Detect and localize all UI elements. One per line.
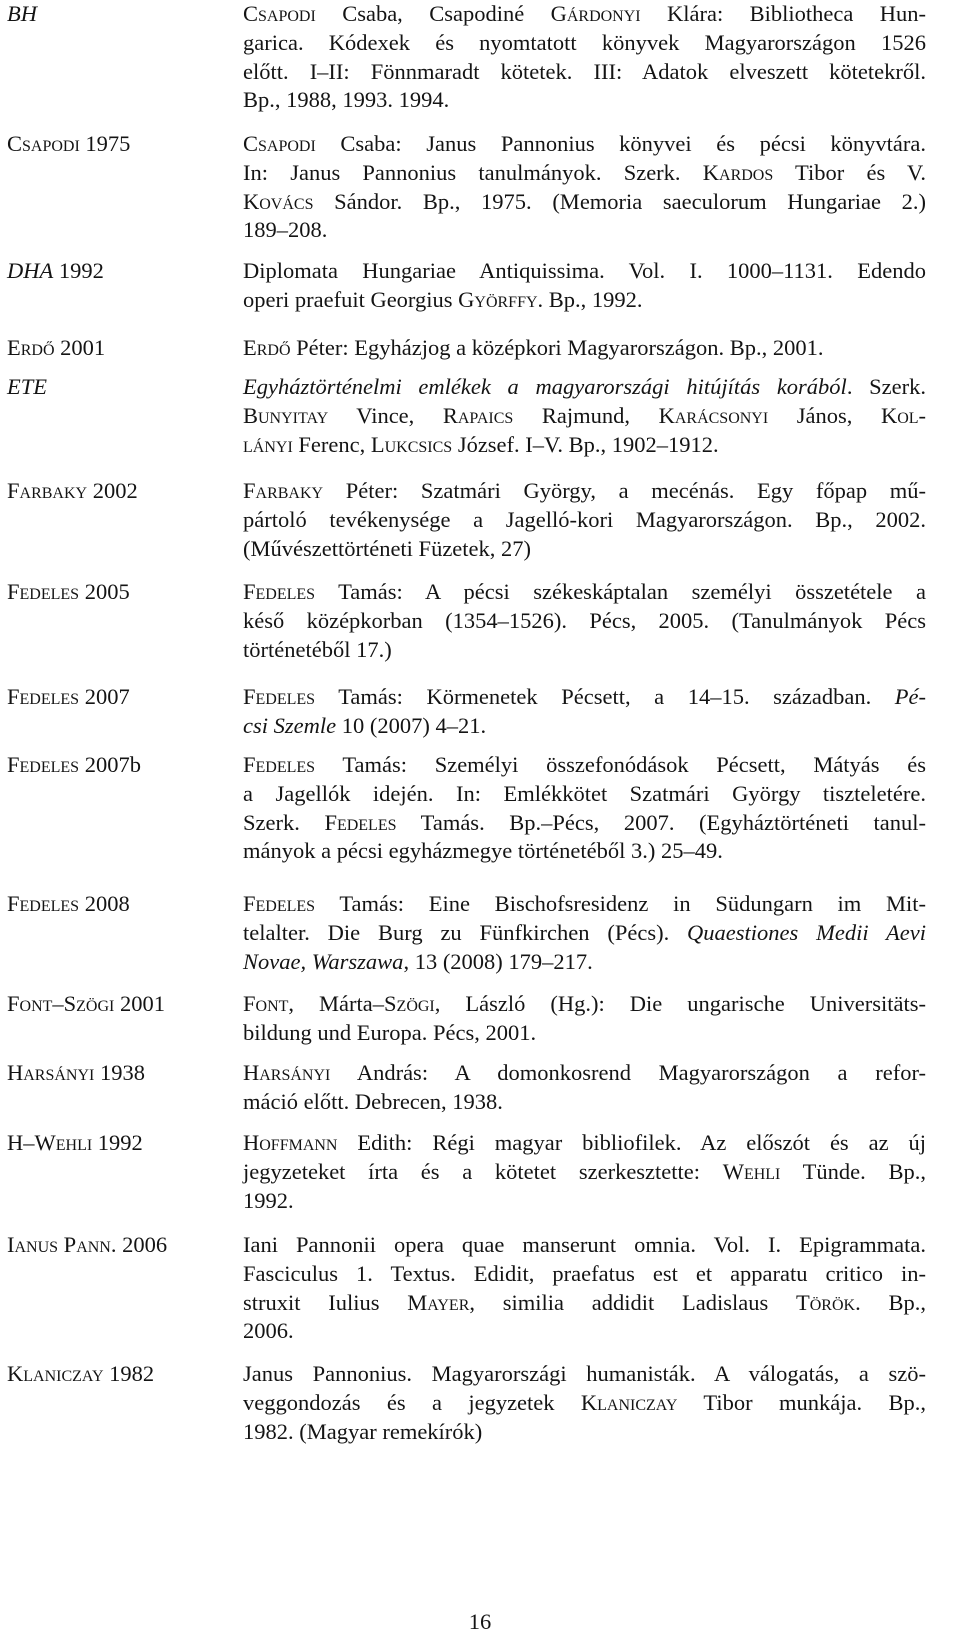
reference-line xyxy=(243,1418,926,1447)
text-run: Fedeles xyxy=(243,891,316,916)
reference-line xyxy=(243,1389,926,1418)
text-run: Rapaics xyxy=(442,402,514,428)
reference-line xyxy=(243,373,926,402)
text-run: pártoló tevékenysége a Jagelló-kori Magyarországon. Bp., 2002. xyxy=(243,506,926,532)
reference-line xyxy=(243,683,926,712)
reference-text xyxy=(243,1231,926,1346)
reference-text xyxy=(243,477,926,563)
text-run: garica. Kódexek és nyomtatott könyvek Magyarországon 1526 xyxy=(243,29,926,55)
text-run: , similia addidit Ladislaus xyxy=(469,1289,796,1315)
reference-line xyxy=(243,1360,926,1389)
text-run: késő középkorban (1354–1526). Pécs, 2005. (Tanulmányok Pécs xyxy=(243,607,926,633)
text-run: Kol- xyxy=(880,402,927,428)
text-run: 2002 xyxy=(87,478,138,503)
reference-line xyxy=(243,837,926,866)
text-run: , 13 (2008) 179–217. xyxy=(403,948,593,974)
reference-line xyxy=(243,216,926,245)
reference-line xyxy=(243,29,926,58)
text-run: operi praefuit Georgius xyxy=(243,286,459,312)
text-run: János, xyxy=(768,402,881,428)
text-run: Péter: Egyházjog a középkori Magyarországon. Bp., 2001. xyxy=(290,335,824,360)
text-run: Farbaky xyxy=(7,478,88,503)
text-run: Mayer xyxy=(407,1289,470,1315)
text-run: Kardos xyxy=(702,159,774,185)
reference-line xyxy=(243,1019,926,1048)
text-run: Péter: Szatmári György, a mecénás. Egy főpap mű- xyxy=(323,478,926,503)
text-run: Ferenc, xyxy=(292,431,371,457)
reference-text xyxy=(243,334,926,363)
text-run: Csaba, Csapodiné xyxy=(315,1,551,26)
text-run: Tamás: Személyi összefonódások Pécsett, Mátyás és xyxy=(315,752,926,777)
reference-line xyxy=(243,1059,926,1088)
text-run: jegyzeteket írta és a kötetet szerkesztette: xyxy=(243,1158,723,1184)
reference-line xyxy=(243,1231,926,1260)
reference-line xyxy=(243,607,926,636)
text-run: , Márta– xyxy=(288,991,385,1016)
reference-line xyxy=(243,890,926,919)
reference-line xyxy=(243,402,926,431)
text-run: 2006 xyxy=(116,1232,168,1257)
text-run: máció előtt. Debrecen, 1938. xyxy=(243,1088,503,1114)
citation-key xyxy=(7,373,232,402)
text-run: Novae, Warszawa xyxy=(243,948,404,974)
citation-key xyxy=(7,257,232,286)
reference-text xyxy=(243,257,926,315)
text-run: Farbaky xyxy=(243,478,324,503)
citation-key xyxy=(7,890,232,919)
text-run: András: A domonkosrend Magyarországon a refor- xyxy=(330,1060,926,1085)
text-run: Hoffmann xyxy=(243,1130,338,1155)
citation-key xyxy=(7,130,232,159)
text-run: Csapodi xyxy=(7,131,80,156)
reference-text xyxy=(243,890,926,976)
reference-line xyxy=(243,578,926,607)
text-run: Szögi xyxy=(384,991,435,1016)
text-run: Font–Szögi xyxy=(7,991,115,1016)
text-run: Bunyitay xyxy=(243,402,329,428)
text-run: történetéből 17.) xyxy=(243,636,392,662)
reference-line xyxy=(243,1260,926,1289)
reference-line xyxy=(243,286,926,315)
text-run: Gárdonyi xyxy=(550,1,641,26)
text-run: . Bp., xyxy=(855,1289,926,1315)
citation-key xyxy=(7,1231,232,1260)
reference-line xyxy=(243,1317,926,1346)
text-run: csi Szemle xyxy=(243,712,337,738)
reference-line xyxy=(243,334,926,363)
text-run: bildung und Europa. Pécs, 2001. xyxy=(243,1019,537,1045)
text-run: 10 (2007) 4–21. xyxy=(336,712,487,738)
text-run: BH xyxy=(7,1,37,26)
reference-text xyxy=(243,130,926,245)
reference-text xyxy=(243,1129,926,1215)
text-run: Egyháztörténelmi emlékek a magyarországi hitújítás korából xyxy=(243,374,847,399)
reference-line xyxy=(243,809,926,838)
reference-line xyxy=(243,1088,926,1117)
reference-text xyxy=(243,578,926,664)
text-run: (Művészettörténeti Füzetek, 27) xyxy=(243,535,532,561)
text-run: 1992. xyxy=(243,1187,294,1213)
citation-key xyxy=(7,1059,232,1088)
text-run: Tibor és V. xyxy=(773,159,926,185)
citation-key xyxy=(7,990,232,1019)
text-run: Tamás. Bp.–Pécs, 2007. (Egyháztörténeti tanul- xyxy=(396,809,926,835)
text-run: Sándor. Bp., 1975. (Memoria saeculorum Hungariae 2.) xyxy=(313,188,926,214)
text-run: Lukcsics xyxy=(370,431,453,457)
text-run: 2001 xyxy=(114,991,165,1016)
text-run: ETE xyxy=(7,374,48,399)
text-run: 2008 xyxy=(79,891,130,916)
text-run: Klára: Bibliotheca Hun- xyxy=(640,1,926,26)
reference-line xyxy=(243,1129,926,1158)
text-run: 1975 xyxy=(79,131,131,156)
reference-line xyxy=(243,780,926,809)
text-run: struxit Iulius xyxy=(243,1289,408,1315)
reference-line xyxy=(243,188,926,217)
text-run: Quaestiones Medii Aevi xyxy=(687,919,927,945)
citation-key xyxy=(7,477,232,506)
text-run: Edith: Régi magyar bibliofilek. Az előszót és az új xyxy=(337,1130,926,1155)
text-run: 2007 xyxy=(79,684,130,709)
reference-text xyxy=(243,990,926,1048)
text-run: Ianus Pann. xyxy=(7,1232,117,1257)
text-run: Csapodi xyxy=(243,131,316,156)
text-run: Wehli xyxy=(722,1158,781,1184)
text-run: Pé- xyxy=(894,684,926,709)
text-run: Fedeles xyxy=(7,752,80,777)
reference-line xyxy=(243,257,926,286)
text-run: Fedeles xyxy=(7,579,80,604)
text-run: Györffy xyxy=(458,286,538,312)
text-run: 189–208. xyxy=(243,217,328,243)
reference-line xyxy=(243,990,926,1019)
text-run: Fedeles xyxy=(324,809,397,835)
reference-line xyxy=(243,636,926,665)
text-run: 2005 xyxy=(79,579,130,604)
text-run: Fasciculus 1. Textus. Edidit, praefatus est et apparatu critico in- xyxy=(243,1260,926,1286)
text-run: Fedeles xyxy=(7,891,80,916)
reference-line xyxy=(243,506,926,535)
text-run: 1992 xyxy=(92,1130,143,1155)
text-run: Erdő xyxy=(243,335,291,360)
reference-line xyxy=(243,431,926,460)
citation-key xyxy=(7,683,232,712)
reference-line xyxy=(243,1289,926,1318)
reference-line xyxy=(243,1158,926,1187)
text-run: Vince, xyxy=(328,402,443,428)
text-run: Fedeles xyxy=(243,752,316,777)
text-run: H–Wehli xyxy=(7,1130,93,1155)
reference-line xyxy=(243,58,926,87)
text-run: Tamás: Eine Bischofsresidenz in Südungarn im Mit- xyxy=(315,891,926,916)
citation-key xyxy=(7,334,232,363)
reference-line xyxy=(243,130,926,159)
text-run: 1938 xyxy=(94,1060,145,1085)
text-run: Iani Pannonii opera quae manserunt omnia. Vol. I. Epigrammata. xyxy=(243,1232,926,1257)
text-run: Bp., 1988, 1993. 1994. xyxy=(243,87,450,113)
text-run: Klaniczay xyxy=(7,1361,104,1386)
text-run: Rajmund, xyxy=(513,402,659,428)
citation-key xyxy=(7,578,232,607)
text-run: Fedeles xyxy=(243,684,316,709)
text-run: 1992 xyxy=(53,258,104,283)
reference-line xyxy=(243,535,926,564)
citation-key xyxy=(7,1360,232,1389)
reference-line xyxy=(243,948,926,977)
reference-line xyxy=(243,159,926,188)
reference-line xyxy=(243,919,926,948)
reference-text xyxy=(243,1059,926,1117)
text-run: Janus Pannonius. Magyarországi humanisták. A válogatás, a szö- xyxy=(243,1361,926,1386)
reference-line xyxy=(243,477,926,506)
text-run: 2006. xyxy=(243,1318,294,1344)
citation-key xyxy=(7,0,232,29)
reference-text xyxy=(243,683,926,741)
text-run: Tibor munkája. Bp., xyxy=(677,1389,926,1415)
text-run: a Jagellók idején. In: Emlékkötet Szatmári György tiszteletére. xyxy=(243,780,926,806)
reference-text xyxy=(243,1360,926,1446)
text-run: Font xyxy=(243,991,289,1016)
text-run: In: Janus Pannonius tanulmányok. Szerk. xyxy=(243,159,703,185)
text-run: Kovács xyxy=(243,188,314,214)
text-run: Tamás: Körmenetek Pécsett, a 14–15. században. xyxy=(315,684,895,709)
reference-line xyxy=(243,712,926,741)
text-run: Fedeles xyxy=(7,684,80,709)
text-run: Csapodi xyxy=(243,1,316,26)
text-run: . Szerk. xyxy=(846,374,926,399)
text-run: 1982. (Magyar remekírók) xyxy=(243,1418,483,1444)
reference-line xyxy=(243,751,926,780)
text-run: Tamás: A pécsi székeskáptalan személyi összetétele a xyxy=(315,579,926,604)
text-run: , László (Hg.): Die ungarische Universitäts- xyxy=(434,991,926,1016)
text-run: lányi xyxy=(243,431,293,457)
text-run: telalter. Die Burg zu Fünfkirchen (Pécs). xyxy=(243,919,688,945)
text-run: Szerk. xyxy=(243,809,325,835)
text-run: József. I–V. Bp., 1902–1912. xyxy=(452,431,719,457)
text-run: Fedeles xyxy=(243,579,316,604)
text-run: Harsányi xyxy=(7,1060,95,1085)
text-run: Klaniczay xyxy=(580,1389,678,1415)
reference-text xyxy=(243,373,926,459)
page-number: 16 xyxy=(468,1609,492,1634)
text-run: 2007b xyxy=(79,752,141,777)
citation-key xyxy=(7,751,232,780)
text-run: Karácsonyi xyxy=(658,402,769,428)
text-run: Török xyxy=(796,1289,856,1315)
text-run: 2001 xyxy=(54,335,106,360)
citation-key xyxy=(7,1129,232,1158)
text-run: Csaba: Janus Pannonius könyvei és pécsi könyvtára. xyxy=(315,131,926,156)
reference-line xyxy=(243,86,926,115)
reference-text xyxy=(243,751,926,866)
text-run: Diplomata Hungariae Antiquissima. Vol. I. 1000–1131. Edendo xyxy=(243,258,926,283)
text-run: Harsányi xyxy=(243,1060,331,1085)
text-run: DHA xyxy=(7,258,54,283)
text-run: veggondozás és a jegyzetek xyxy=(243,1389,581,1415)
text-run: előtt. I–II: Fönnmaradt kötetek. III: Adatok elveszett kötetekről. xyxy=(243,58,926,84)
text-run: Tünde. Bp., xyxy=(780,1158,926,1184)
text-run: . Bp., 1992. xyxy=(537,286,643,312)
reference-line xyxy=(243,0,926,29)
reference-line xyxy=(243,1187,926,1216)
text-run: Erdő xyxy=(7,335,55,360)
text-run: 1982 xyxy=(103,1361,155,1386)
text-run: mányok a pécsi egyházmegye történetéből 3.) 25–49. xyxy=(243,838,723,864)
reference-text xyxy=(243,0,926,115)
